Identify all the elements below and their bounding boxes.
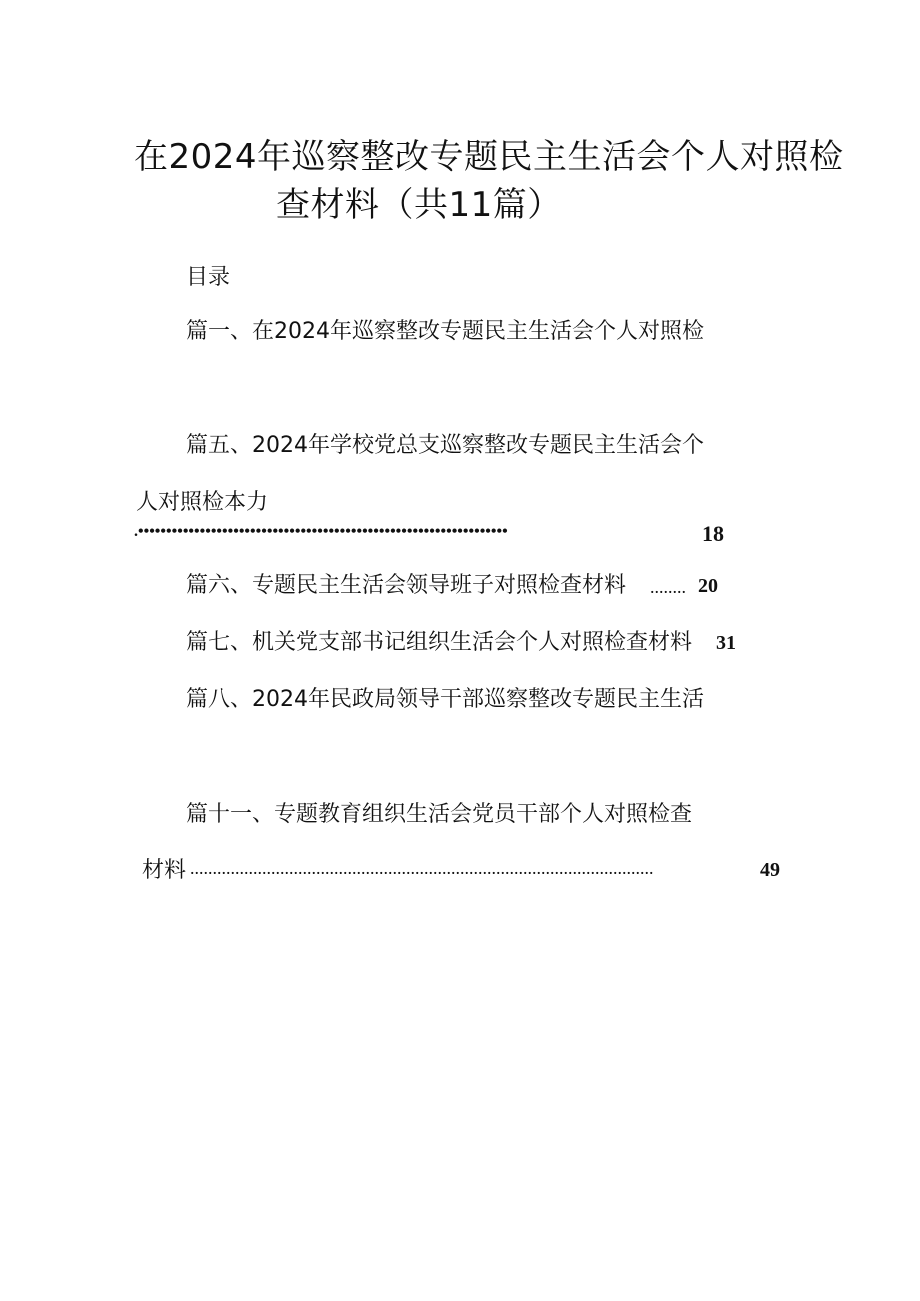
document-title-line-2: 查材料（共11篇）: [276, 185, 562, 225]
toc-entry-11-page-number: 49: [760, 859, 780, 881]
toc-entry-7-page-number: 31: [716, 632, 736, 654]
dot-leader: .••••••••••••••••••••••••••••••••••••••••••••••••••••••••••••••••••: [134, 523, 508, 540]
toc-entry-1: 篇一、在2024年巡察整改专题民主生活会个人对照检: [186, 319, 704, 344]
toc-entry-6-page-number: 20: [698, 575, 718, 597]
toc-entry-8: 篇八、2024年民政局领导干部巡察整改专题民主生活: [186, 687, 704, 712]
dot-leader: .......................................................................................................: [190, 858, 654, 878]
toc-entry-5-line-1: 篇五、2024年学校党总支巡察整改专题民主生活会个: [186, 433, 704, 458]
toc-entry-11-line-1: 篇十一、专题教育组织生活会党员干部个人对照检查: [186, 802, 693, 827]
toc-entry-5-page-number: 18: [702, 521, 724, 546]
toc-heading: 目录: [186, 265, 231, 290]
toc-entry-5-line-2: 人对照检本力: [136, 490, 269, 515]
toc-entry-6-leader: ........: [650, 577, 686, 597]
document-title-line-1: 在2024年巡察整改专题民主生活会个人对照检: [134, 137, 844, 177]
toc-entry-11-line-2: 材料: [142, 858, 187, 883]
toc-entry-11-leader: [190, 858, 758, 884]
toc-entry-7: 篇七、机关党支部书记组织生活会个人对照检查材料: [186, 630, 693, 655]
toc-entry-5-leader: [134, 521, 700, 547]
toc-entry-6: 篇六、专题民主生活会领导班子对照检查材料: [186, 573, 627, 598]
